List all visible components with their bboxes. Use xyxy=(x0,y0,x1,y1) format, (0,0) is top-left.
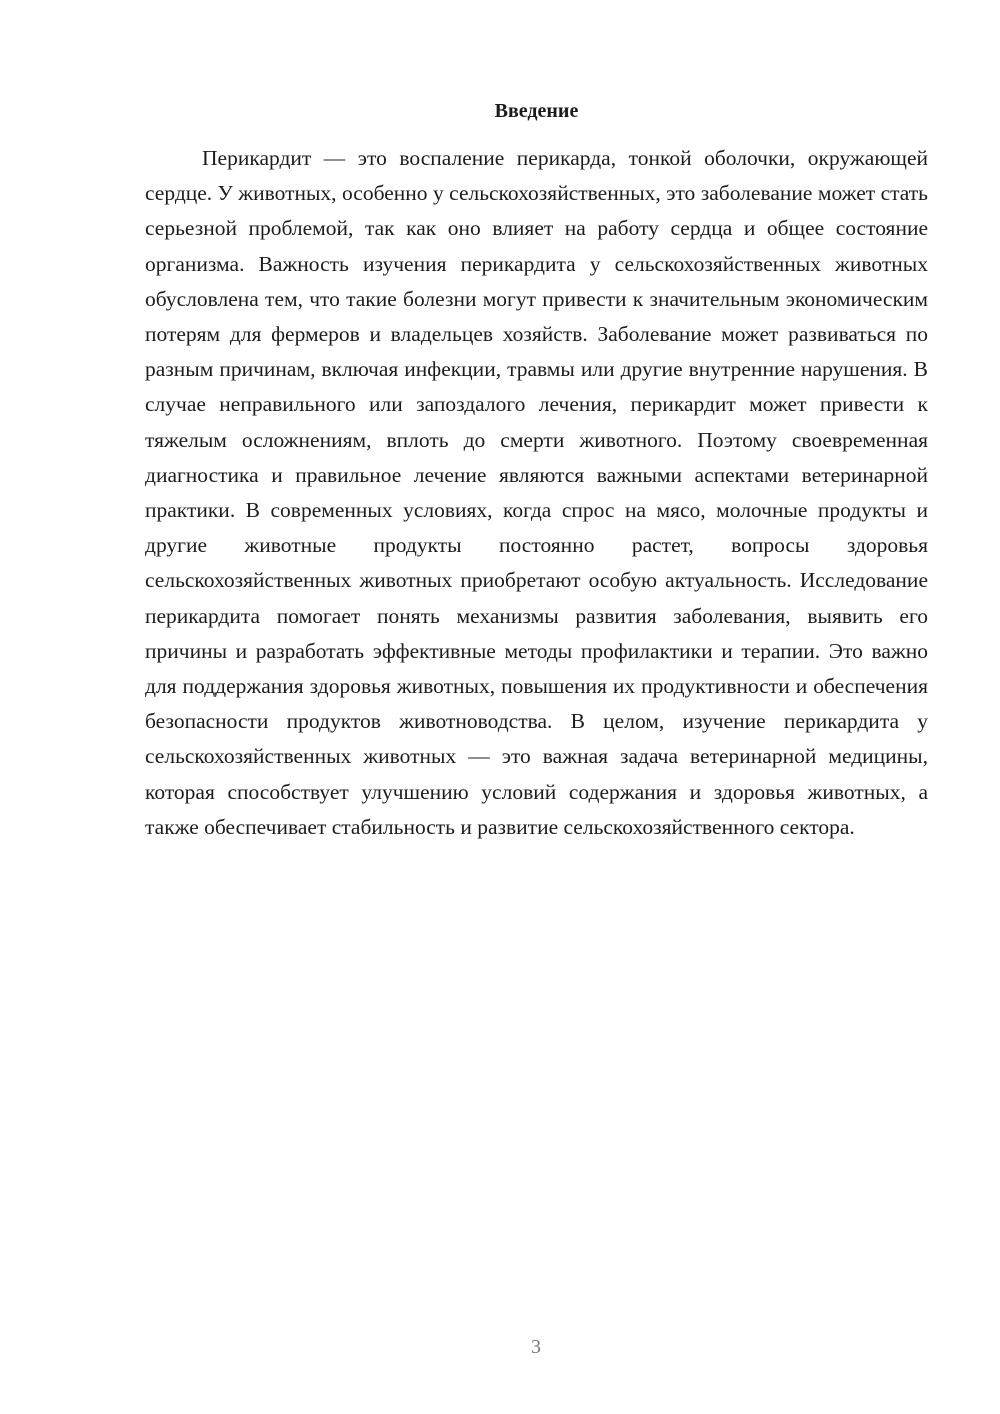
body-paragraph: Перикардит — это воспаление перикарда, тонкой оболочки, окружающей сердце. У животных, особенно у сельскохозяйственных, это заболевание может стать серьезной проблемой, так как оно влияет на работу сердца и общее состояние организма. Важность изучения перикардита у сельскохозяйственных животных обусловлена тем, что такие болезни могут привести к значительным экономическим потерям для фермеров и владельцев хозяйств. Заболевание может развиваться по разным причинам, включая инфекции, травмы или другие внутренние нарушения. В случае неправильного или запоздалого лечения, перикардит может привести к тяжелым осложнениям, вплоть до смерти животного. Поэтому своевременная диагностика и правильное лечение являются важными аспектами ветеринарной практики. В современных условиях, когда спрос на мясо, молочные продукты и другие животные продукты постоянно растет, вопросы здоровья сельскохозяйственных животных приобретают особую актуальность. Исследование перикардита помогает понять механизмы развития заболевания, выявить его причины и разработать эффективные методы профилактики и терапии. Это важно для поддержания здоровья животных, повышения их продуктивности и обеспечения безопасности продуктов животноводства. В целом, изучение перикардита у сельскохозяйственных животных — это важная задача ветеринарной медицины, которая способствует улучшению условий содержания и здоровья животных, а также обеспечивает стабильность и развитие сельскохозяйственного сектора. xyxy=(145,146,928,839)
section-heading: Введение xyxy=(494,100,579,122)
page-number: 3 xyxy=(531,1336,541,1358)
heading-container xyxy=(145,98,928,124)
